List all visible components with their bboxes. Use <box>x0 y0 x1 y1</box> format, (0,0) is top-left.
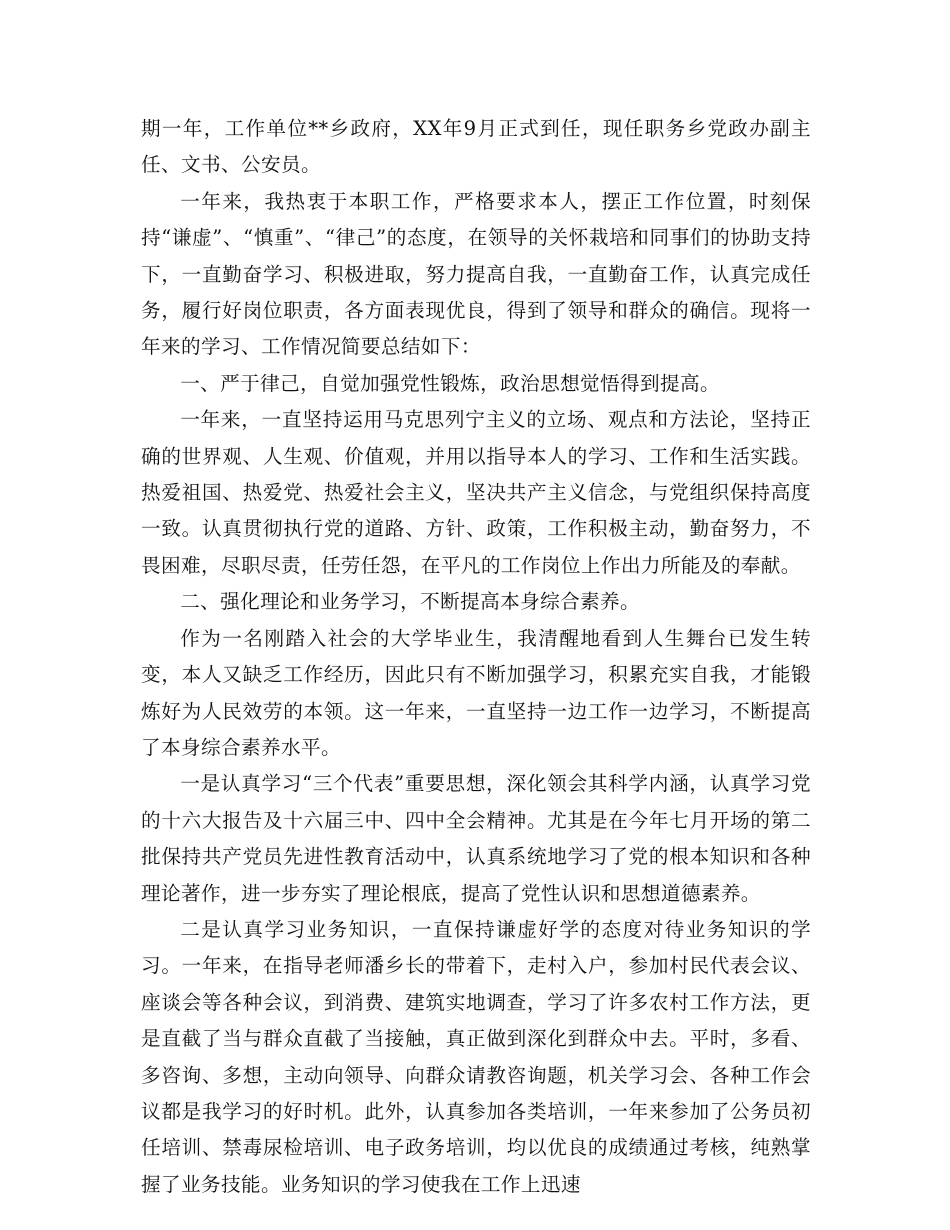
paragraph-theory: 一是认真学习“三个代表”重要思想，深化领会其科学内涵，认真学习党的十六大报告及十六届三中、四中全会精神。尤其是在今年七月开场的第二批保持共产党员先进性教育活动中，认真系统地学习了党的根本知识和各种理论著作，进一步夯实了理论根底，提高了党性认识和思想道德素养。 <box>141 772 811 905</box>
section-heading-2: 二、强化理论和业务学习，不断提高本身综合素养。 <box>180 590 641 614</box>
paragraph-intro: 一年来，我热衷于本职工作，严格要求本人，摆正工作位置，时刻保持“谦虚”、“慎重”、“律己”的态度，在领导的关怀栽培和同事们的协助支持下，一直勤奋学习、积极进取，努力提高自我，一直勤奋工作，认真完成任务，履行好岗位职责，各方面表现优良，得到了领导和群众的确信。现将一年来的学习、工作情况简要总结如下： <box>141 189 811 359</box>
document-page <box>141 111 811 1203</box>
paragraph-study: 作为一名刚踏入社会的大学毕业生，我清醒地看到人生舞台已发生转变，本人又缺乏工作经历，因此只有不断加强学习，积累充实自我，才能锻炼好为人民效劳的本领。这一年来，一直坚持一边工作一边学习，不断提高了本身综合素养水平。 <box>141 626 811 759</box>
section-heading-1: 一、严于律己，自觉加强党性锻炼，政治思想觉悟得到提高。 <box>180 371 721 395</box>
paragraph-business: 二是认真学习业务知识，一直保持谦虚好学的态度对待业务知识的学习。一年来，在指导老师潘乡长的带着下，走村入户，参加村民代表会议、座谈会等各种会议，到消费、建筑实地调查，学习了许多农村工作方法，更是直截了当与群众直截了当接触，真正做到深化到群众中去。平时，多看、多咨询、多想，主动向领导、向群众请教咨询题，机关学习会、各种工作会议都是我学习的好时机。此外，认真参加各类培训，一年来参加了公务员初任培训、禁毒尿检培训、电子政务培训，均以优良的成绩通过考核，纯熟掌握了业务技能。业务知识的学习使我在工作上迅速 <box>141 917 811 1196</box>
paragraph-continuation: 期一年，工作单位**乡政府，XX年9月正式到任，现任职务乡党政办副主任、文书、公安员。 <box>141 117 811 177</box>
paragraph-political: 一年来，一直坚持运用马克思列宁主义的立场、观点和方法论，坚持正确的世界观、人生观、价值观，并用以指导本人的学习、工作和生活实践。热爱祖国、热爱党、热爱社会主义，坚决共产主义信念，与党组织保持高度一致。认真贯彻执行党的道路、方针、政策，工作积极主动，勤奋努力，不畏困难，尽职尽责，任劳任怨，在平凡的工作岗位上作出力所能及的奉献。 <box>141 408 811 577</box>
